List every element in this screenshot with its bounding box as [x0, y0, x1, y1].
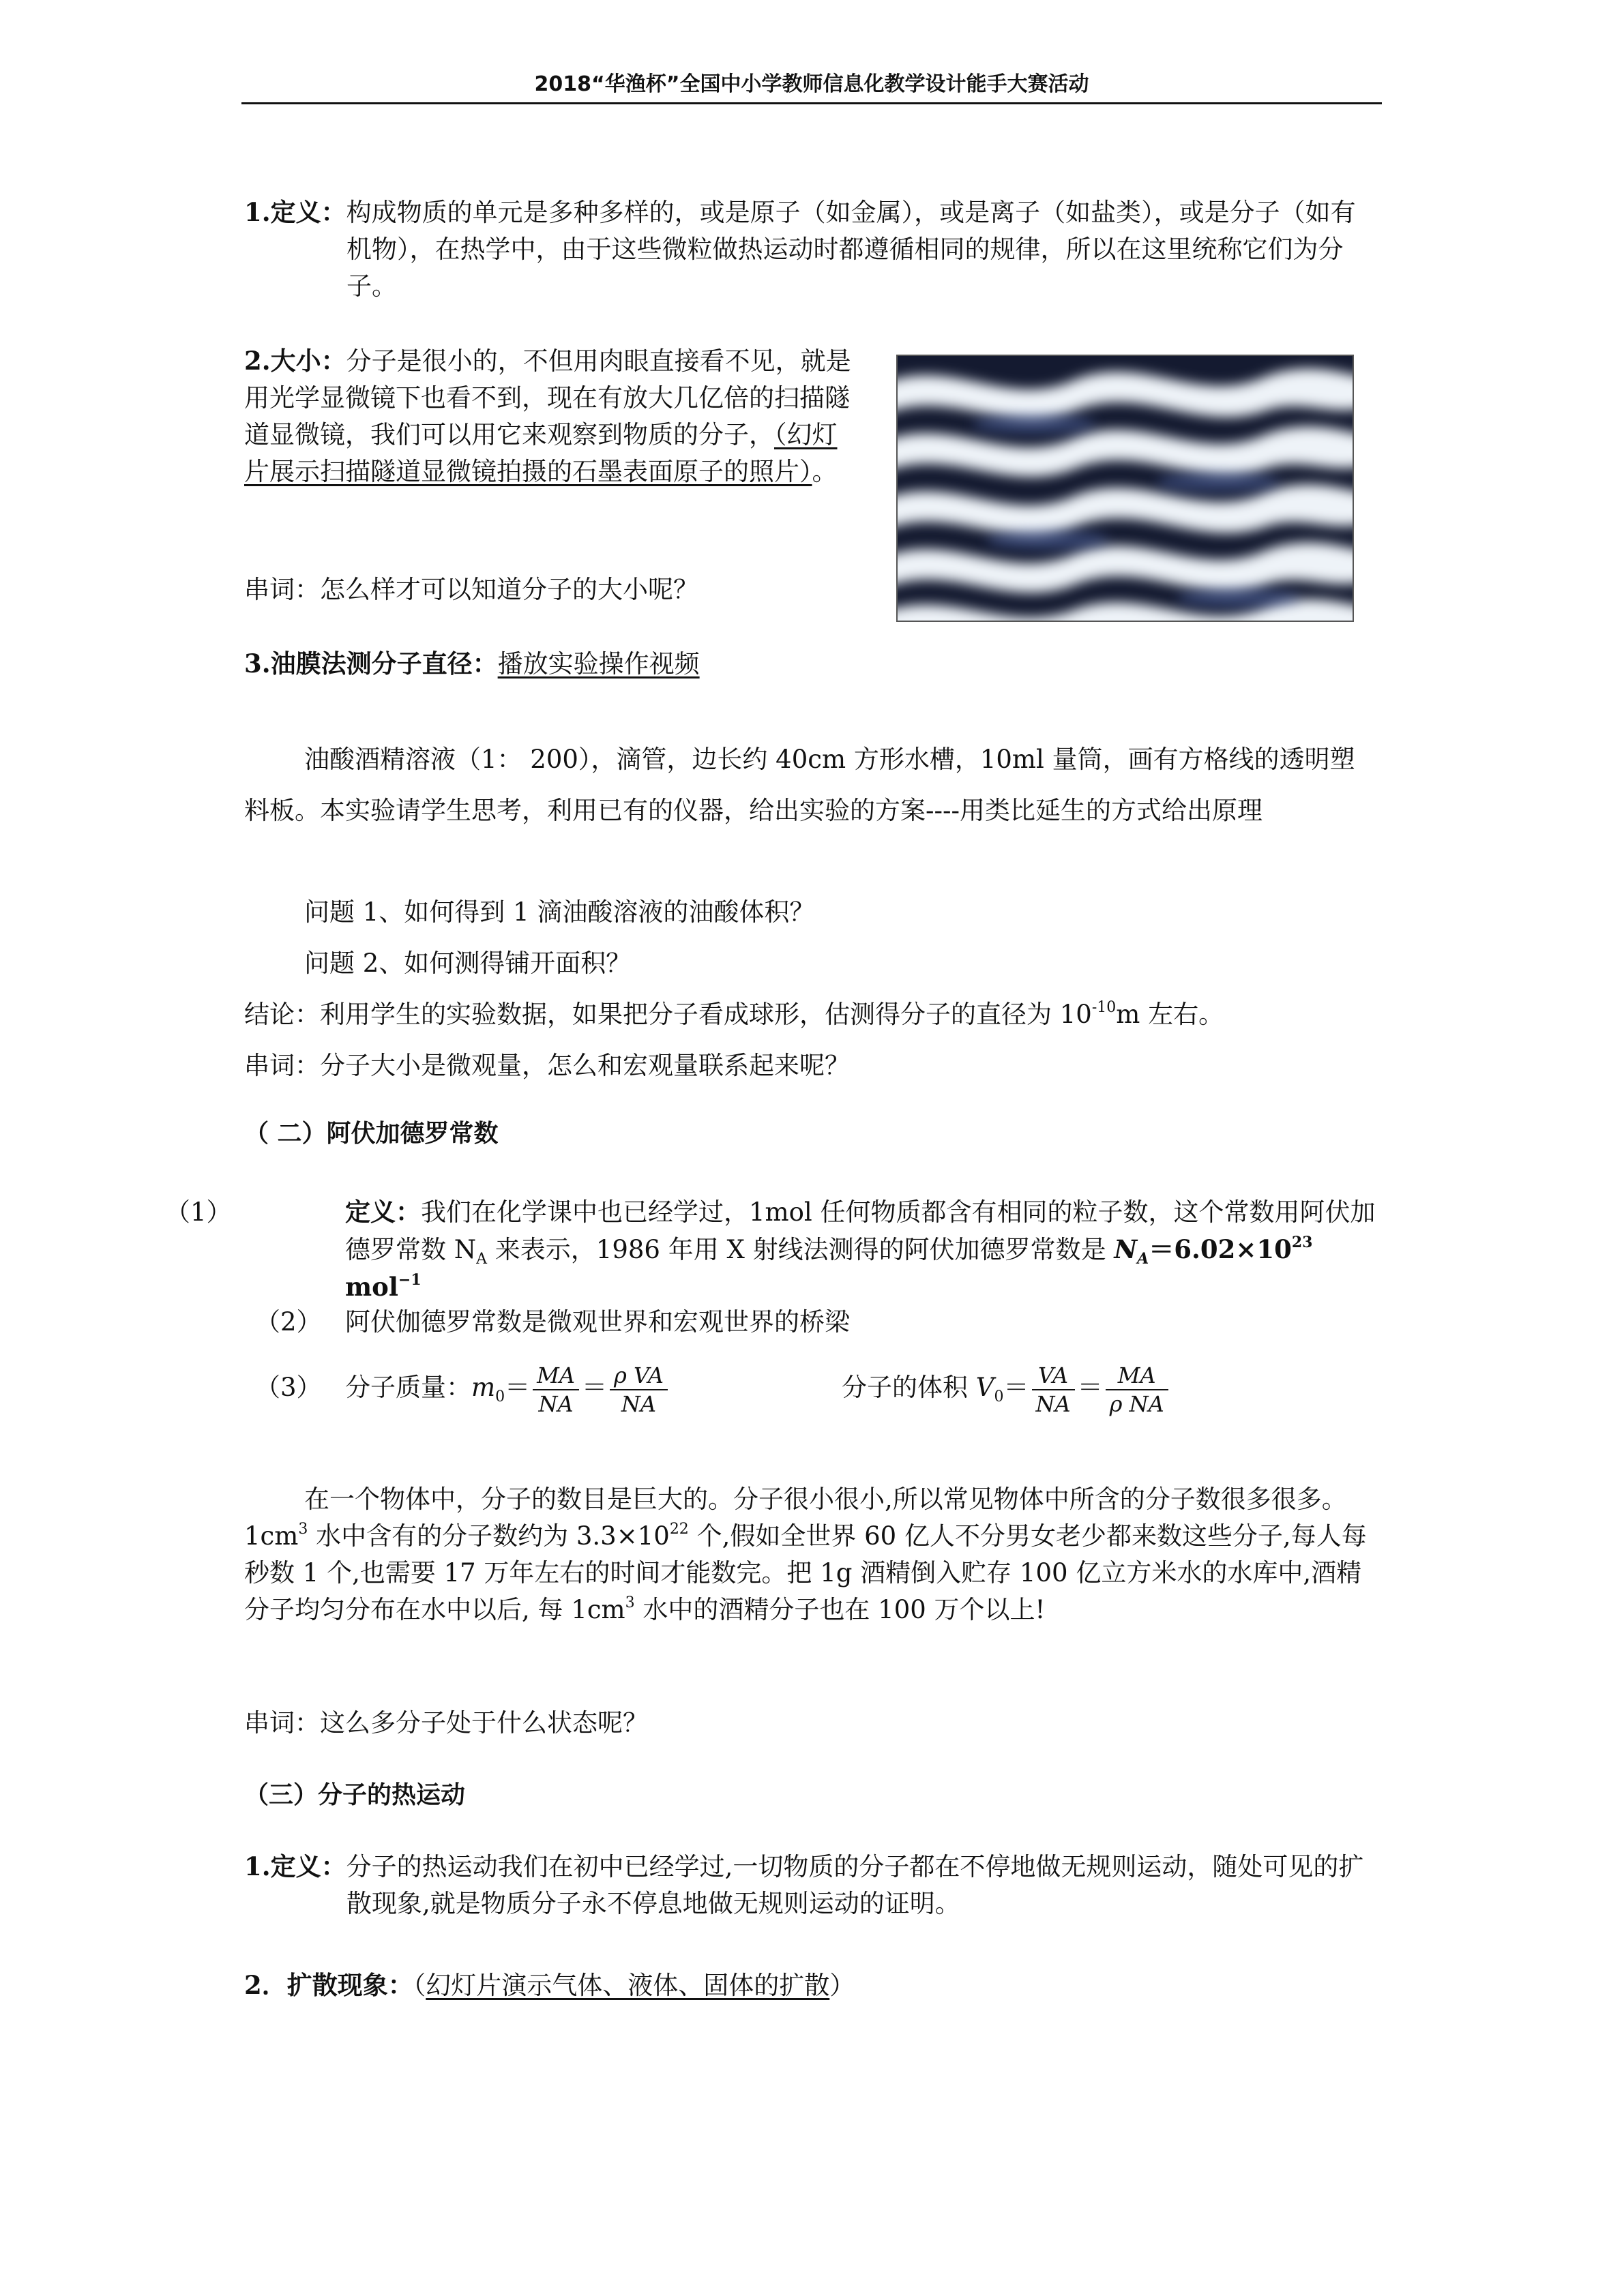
para-text-d: 水中的酒精分子也在 100 万个以上!	[634, 1595, 1046, 1624]
size-text: 分子是很小的，不但用肉眼直接看不见，就是用光学显微镜下也看不到，现在有放大几亿倍的扫描隧道显微镜，我们可以用它来观察到物质的分子，	[244, 346, 851, 449]
m0-symbol: m	[471, 1373, 496, 1402]
oil-film-heading	[244, 645, 1376, 683]
volume-fraction-1-numerator: VA	[1032, 1362, 1075, 1390]
item-1-label: 定义：	[345, 1197, 421, 1227]
avogadro-symbol-sub: A	[1137, 1250, 1149, 1268]
question-1: 问题 1、如何得到 1 滴油酸溶液的油酸体积？	[304, 897, 815, 927]
avogadro-symbol: N	[1114, 1234, 1138, 1264]
volume-label: 分子的体积	[842, 1373, 976, 1402]
volume-fraction-2-denominator: ρ NA	[1109, 1390, 1164, 1417]
mass-fraction-2-denominator: NA	[621, 1390, 657, 1417]
definition-label: 1.定义：	[244, 197, 346, 227]
thermal-definition	[244, 1848, 1376, 1922]
chuanci-3: 串词：这么多分子处于什么状态呢？	[244, 1708, 648, 1738]
volume-fraction-2-numerator: MA	[1106, 1362, 1168, 1390]
avogadro-exponent: 23	[1291, 1234, 1313, 1251]
section-thermal-motion-title: （三）分子的热运动	[244, 1781, 466, 1809]
definition-text: 构成物质的单元是多种多样的，或是原子（如金属），或是离子（如盐类），或是分子（如有机物），在热学中，由于这些微粒做热运动时都遵循相同的规律，所以在这里统称它们为分子。	[346, 198, 1356, 301]
chuanci-1: 串词：怎么样才可以知道分子的大小呢？	[244, 575, 698, 604]
chuanci-2: 串词：分子大小是微观量，怎么和宏观量联系起来呢？	[244, 1051, 850, 1080]
diffusion-label: 2．扩散现象：	[244, 1970, 413, 2000]
oil-film-paragraph: 油酸酒精溶液（1： 200），滴管，边长约 40cm 方形水槽，10ml 量筒，画有方格线的透明塑料板。本实验请学生思考，利用已有的仪器，给出实验的方案----用类比延生的方式给出原理	[244, 745, 1355, 825]
volume-fraction-1-denominator: NA	[1035, 1390, 1071, 1417]
para-text-b: 水中含有的分子数约为 3.3×10	[308, 1521, 670, 1551]
thermal-definition-text: 分子的热运动我们在初中已经学过,一切物质的分子都在不停地做无规则运动，随处可见的扩散现象,就是物质分子永不停息地做无规则运动的证明。	[346, 1852, 1364, 1918]
mass-fraction-1-denominator: NA	[538, 1390, 574, 1417]
definition-paragraph	[244, 194, 1376, 305]
avogadro-equals: ＝	[1149, 1234, 1175, 1264]
v0-symbol: V	[975, 1373, 994, 1402]
para-sup-3: 3	[625, 1594, 635, 1611]
page-header: 2018“华渔杯”全国中小学教师信息化教学设计能手大赛活动	[534, 72, 1089, 96]
para-text-c: 个,假如全世界 60 亿人不分男女老少都来数这些分子,每人每秒数 1 个,也需要 17 万年左右的时间才能数完。把 1g 酒精倒入贮存 100 亿立方米水的水库中,酒精分子均匀分布在水中以后, 每 1cm	[244, 1521, 1367, 1624]
volume-formula	[842, 1357, 1381, 1418]
mass-fraction-1	[533, 1362, 579, 1418]
diffusion-close: ）	[829, 1971, 855, 2000]
eq-4: ＝	[1077, 1373, 1103, 1402]
mass-label: 分子质量：	[345, 1373, 471, 1402]
eq-2: ＝	[581, 1373, 607, 1402]
item-1-text: 我们在化学课中也已经学过，1mol 任何物质都含有相同的粒子数，这个常数用阿伏加德罗常数 N	[345, 1197, 1376, 1264]
diffusion-open: （	[413, 1971, 426, 2000]
eq-3: ＝	[1003, 1373, 1029, 1402]
size-paragraph	[244, 342, 861, 490]
volume-fraction-1	[1032, 1362, 1075, 1418]
avogadro-unit: mol	[345, 1272, 398, 1302]
m0-subscript: 0	[495, 1388, 505, 1405]
diffusion-heading	[244, 1967, 1376, 2004]
eq-1: ＝	[505, 1373, 531, 1402]
para-sup-2: 22	[669, 1521, 689, 1538]
item-1-na-sub: A	[476, 1251, 488, 1268]
para-text-a: 在一个物体中，分子的数目是巨大的。分子很小很小,所以常见物体中所含的分子数很多很多。1cm	[244, 1485, 1347, 1551]
mass-fraction-2-numerator: ρ VA	[610, 1362, 668, 1390]
avogadro-value: 6.02×10	[1174, 1234, 1292, 1264]
graphite-atom-image	[898, 356, 1353, 621]
avogadro-unit-exponent: −1	[398, 1271, 422, 1289]
item-3-number: （3）	[255, 1373, 322, 1402]
molecule-count-paragraph	[244, 1481, 1376, 1628]
conclusion-exponent: -10	[1091, 999, 1117, 1016]
thermal-definition-label: 1.定义：	[244, 1851, 346, 1881]
conclusion	[244, 989, 1376, 1040]
avogadro-item-1	[165, 1193, 1381, 1306]
conclusion-text: 结论：利用学生的实验数据，如果把分子看成球形，估测得分子的直径为 10	[244, 1000, 1092, 1029]
question-2: 问题 2、如何测得铺开面积？	[304, 949, 632, 978]
stm-photo-link[interactable]: （幻灯片展示扫描隧道显微镜拍摄的石墨表面原子的照片）	[244, 420, 838, 486]
item-2-number: （2）	[255, 1307, 322, 1337]
item-1-number: （1）	[165, 1197, 232, 1227]
play-video-link[interactable]: 播放实验操作视频	[497, 649, 700, 679]
avogadro-item-2	[255, 1304, 1381, 1341]
volume-fraction-2	[1106, 1362, 1168, 1418]
header-rule	[241, 102, 1382, 104]
mass-fraction-1-numerator: MA	[533, 1362, 579, 1390]
section-avogadro-title: （ 二）阿伏加德罗常数	[244, 1120, 499, 1148]
item-1-text-b: 来表示，1986 年用 X 射线法测得的阿伏加德罗常数是	[487, 1235, 1114, 1264]
para-sup-1: 3	[298, 1521, 308, 1538]
conclusion-text-end: m 左右。	[1116, 1000, 1224, 1029]
oil-film-label: 3.油膜法测分子直径：	[244, 648, 498, 679]
item-2-text: 阿伏伽德罗常数是微观世界和宏观世界的桥梁	[345, 1307, 850, 1337]
diffusion-demo-link[interactable]: 幻灯片演示气体、液体、固体的扩散	[426, 1971, 830, 2000]
graphite-atom-photo	[896, 355, 1354, 622]
mass-fraction-2	[610, 1362, 668, 1418]
size-label: 2.大小：	[244, 346, 346, 376]
size-text-end: 。	[812, 457, 838, 486]
v0-subscript: 0	[994, 1388, 1004, 1405]
